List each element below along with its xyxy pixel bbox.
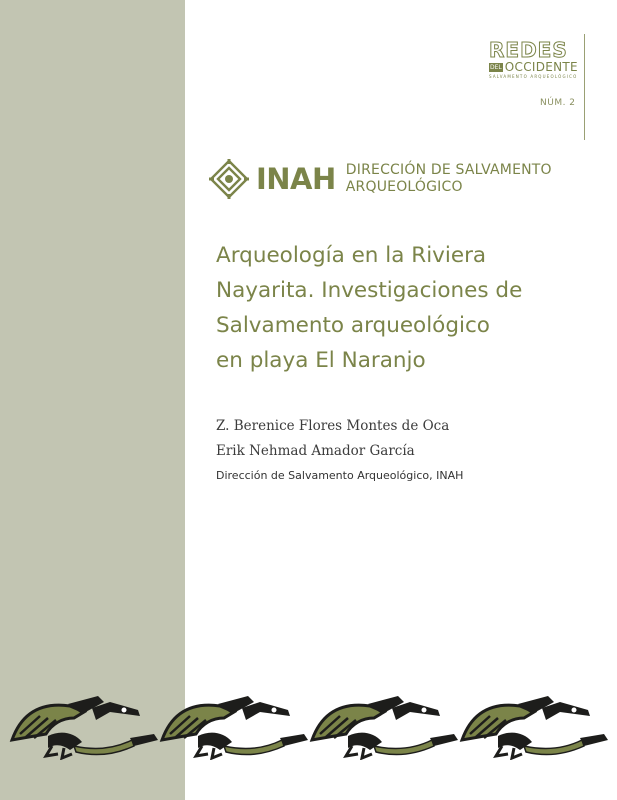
inah-wordmark: INAH bbox=[256, 162, 336, 196]
divider-line bbox=[584, 34, 585, 140]
title-line: Nayarita. Investigaciones de bbox=[216, 278, 523, 303]
document-title bbox=[216, 238, 596, 378]
series-logo-redes: REDES bbox=[489, 38, 568, 62]
series-logo bbox=[489, 40, 577, 79]
authors bbox=[216, 414, 449, 464]
department-name: DIRECCIÓN DE SALVAMENTO ARQUEOLÓGICO bbox=[345, 162, 552, 195]
series-logo-tagline: SALVAMENTO ARQUEOLÓGICO bbox=[489, 74, 578, 79]
author-name: Erik Nehmad Amador García bbox=[216, 443, 415, 459]
issue-number: NÚM. 2 bbox=[540, 98, 576, 108]
title-line: en playa El Naranjo bbox=[216, 348, 426, 373]
inah-emblem-icon bbox=[208, 158, 250, 200]
title-line: Arqueología en la Riviera bbox=[216, 243, 487, 268]
affiliation: Dirección de Salvamento Arqueológico, INAH bbox=[216, 469, 464, 482]
bird-motif-icon bbox=[0, 690, 617, 760]
series-logo-occidente: OCCIDENTE bbox=[504, 60, 578, 74]
series-logo-del: DEL bbox=[490, 63, 502, 71]
institution-logo bbox=[208, 158, 552, 200]
author-name: Z. Berenice Flores Montes de Oca bbox=[216, 418, 450, 434]
title-line: Salvamento arqueológico bbox=[216, 313, 490, 338]
left-color-band bbox=[0, 0, 185, 800]
